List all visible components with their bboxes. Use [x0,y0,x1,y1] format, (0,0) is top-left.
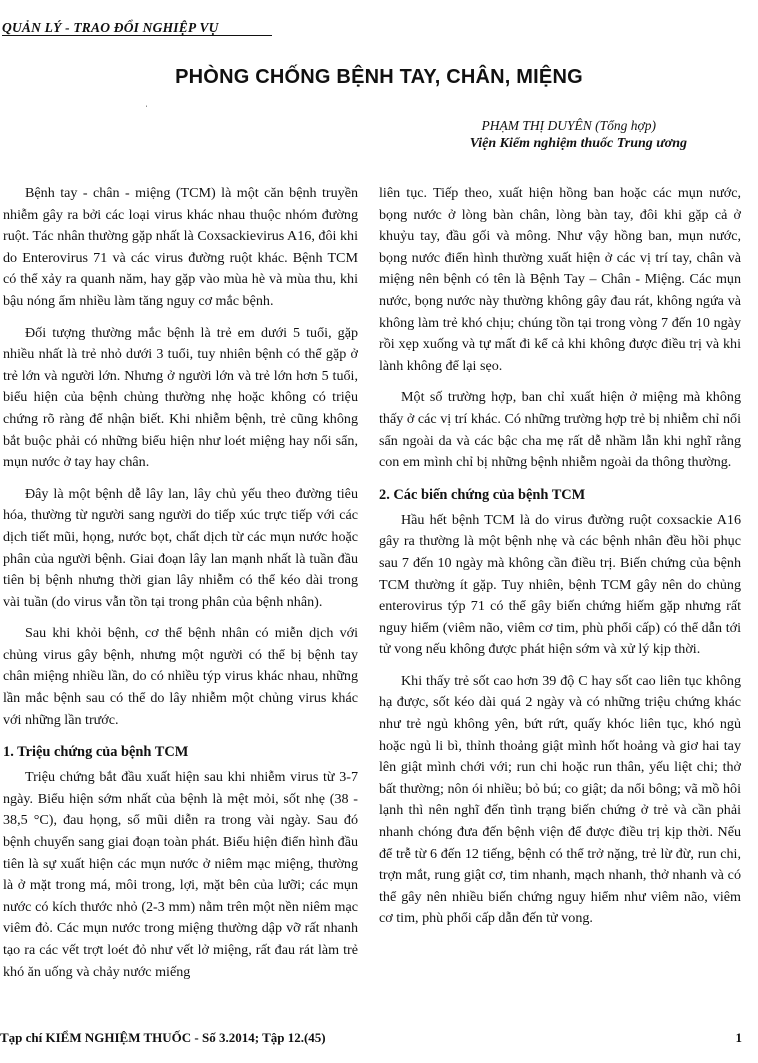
page-footer [0,1030,758,1050]
paragraph: Một số trường hợp, ban chỉ xuất hiện ở miệng mà không thấy ở các vị trí khác. Có những trường hợp trẻ bị nhiễm chỉ nổi sẩn ngoài da và các bậc cha mẹ rất dễ nhầm lẫn khi nghĩ rằng con em mình chỉ bị những bệnh nhiễm ngoài da thông thường. [379,389,741,471]
affiliation-line: Viện Kiểm nghiệm thuốc Trung ương [469,136,687,151]
paragraph: Khi thấy trẻ sốt cao hơn 39 độ C hay sốt cao liên tục không hạ được, sốt kéo dài quá 2 ngày và có những triệu chứng khác như trẻ ngủ không yên, bứt rứt, quấy khóc liên tục, khó ngủ hoặc ngủ li bì, thỉnh thoảng giật mình hốt hoảng và giơ hai tay lên giật mình chới với; run chi hoặc run thân, yếu liệt chi; thở bất thường; nôn ói nhiều; bỏ bú; co giật; da nổi bông; vã mồ hôi lạnh thì nên nghĩ đến tình trạng biến chứng ở trẻ và cần phải nhanh chóng đưa đến bệnh viện để được điều trị kịp thời. Nếu để trễ từ 6 đến 12 tiếng, bệnh có thể trở nặng, trẻ lừ đừ, run chi, trợn mắt, rung giật cơ, tim nhanh, mạch nhanh, thở nhanh và có thể gây nên nhiều biến chứng nguy hiểm như viêm não, viêm cơ tim, phù phổi cấp dẫn đến tử vong. [379,672,741,927]
author-line: PHẠM THỊ DUYÊN (Tổng hợp) [481,118,656,133]
section-heading-complications: 2. Các biến chứng của bệnh TCM [379,486,586,503]
scan-mark: ˌ [145,97,148,107]
right-column [379,183,741,940]
page-number: 1 [735,1030,742,1045]
section-heading-symptoms: 1. Triệu chứng của bệnh TCM [3,744,189,761]
article-title: PHÒNG CHỐNG BỆNH TAY, CHÂN, MIỆNG [175,66,583,88]
paragraph: Bệnh tay - chân - miệng (TCM) là một căn bệnh truyền nhiễm gây ra bởi các loại virus khác nhau thuộc nhóm đường ruột. Tác nhân thường gặp nhất là Coxsackievirus A16, đôi khi do Enterovirus 71 và các virus đường ruột khác. Bệnh TCM có thể xảy ra quanh năm, hay gặp vào mùa hè và mùa thu, khi bậu nóng ẩm nhiều làm tăng nguy cơ mắc bệnh. [3,185,358,309]
paragraph: Triệu chứng bắt đầu xuất hiện sau khi nhiễm virus từ 3-7 ngày. Biểu hiện sớm nhất của bệnh là mệt mỏi, sốt nhẹ (38 - 38,5 °C), đau họng, sổ mũi diễn ra trong vài ngày. Sau đó bệnh chuyển sang giai đoạn toàn phát. Biểu hiện điển hình đầu tiên là sự xuất hiện các mụn nước ở niêm mạc miệng, thường là ở mặt trong má, môi trong, lợi, mặt bên của lưỡi; các mụn nước có kích thước nhỏ (2-3 mm) nằm trên một nền niêm mạc viêm đỏ. Các mụn nước trong miệng thường dập vỡ rất nhanh tạo ra các vết trợt loét đỏ như vết lở miệng, rất đau rát làm trẻ khó ăn uống và chảy nước miếng [3,769,358,980]
paragraph: Đây là một bệnh dễ lây lan, lây chủ yếu theo đường tiêu hóa, thường từ người sang người do tiếp xúc trực tiếp với các dịch tiết mũi, họng, nước bọt, chất dịch từ các mụn nước hoặc phân của người bệnh. Giai đoạn lây lan mạnh nhất là tuần đầu tiên bị bệnh nhưng thời gian lây nhiễm có thể kéo dài trong vài tuần (do virus vẫn tồn tại trong phân của bệnh nhân). [3,485,358,610]
left-column [3,183,358,993]
paragraph: Sau khi khỏi bệnh, cơ thể bệnh nhân có miễn dịch với chủng virus gây bệnh, nhưng một người có thể bị bệnh tay chân miệng nhiều lần, do có nhiều týp virus khác nhau, những lần mắc bệnh sau có thể do lây nhiễm một chủng virus khác với những lần trước. [3,625,358,728]
section-header: QUẢN LÝ - TRAO ĐỔI NGHIỆP VỤ [2,20,272,36]
paragraph: Đối tượng thường mắc bệnh là trẻ em dưới 5 tuổi, gặp nhiều nhất là trẻ nhỏ dưới 3 tuổi, tuy nhiên bệnh có thể gặp ở trẻ lớn và người lớn. Nhưng ở người lớn và trẻ lớn hơn 5 tuổi, biểu hiện của bệnh chủng thường nhẹ hoặc không có triệu chứng rõ ràng để nhận biết. Khi nhiễm bệnh, trẻ cũng không bắt buộc phải có những biểu hiện như loét miệng hay nổi sẩn, mụn nước ở tay hay chân. [3,324,358,471]
paragraph: Hầu hết bệnh TCM là do virus đường ruột coxsackie A16 gây ra thường là một bệnh nhẹ và các bệnh nhân đều hồi phục sau 7 đến 10 ngày mà không cần điều trị. Biến chứng của bệnh TCM thường ít gặp. Tuy nhiên, bệnh TCM gây nên do chủng enterovirus týp 71 có thể gây biến chứng hiếm gặp nhưng rất nguy hiểm (viêm não, viêm cơ tim, phù phổi cấp) có thể dẫn tới tử vong nếu không được phát hiện sớm và xử lý kịp thời. [379,511,741,658]
journal-citation: Tạp chí KIỂM NGHIỆM THUỐC - Số 3.2014; Tập 12.(45) [0,1030,326,1045]
paragraph: liên tục. Tiếp theo, xuất hiện hồng ban hoặc các mụn nước, bọng nước ở lòng bàn chân, lòng bàn tay, đôi khi gặp cả ở khuỷu tay, đầu gối và mông. Như vậy hồng ban, mụn nước, bọng nước điển hình thường xuất hiện ở các vị trí tay, chân và miệng nên bệnh có tên là Bệnh Tay – Chân - Miệng. Các mụn nước, bọng nước này thường không gây đau rát, không ngứa và không làm trẻ khó chịu; chúng tồn tại trong vòng 7 đến 10 ngày rồi xẹp xuống và tự mất đi kể cả khi không được điều trị và khi lành không để lại sẹo. [379,185,741,374]
